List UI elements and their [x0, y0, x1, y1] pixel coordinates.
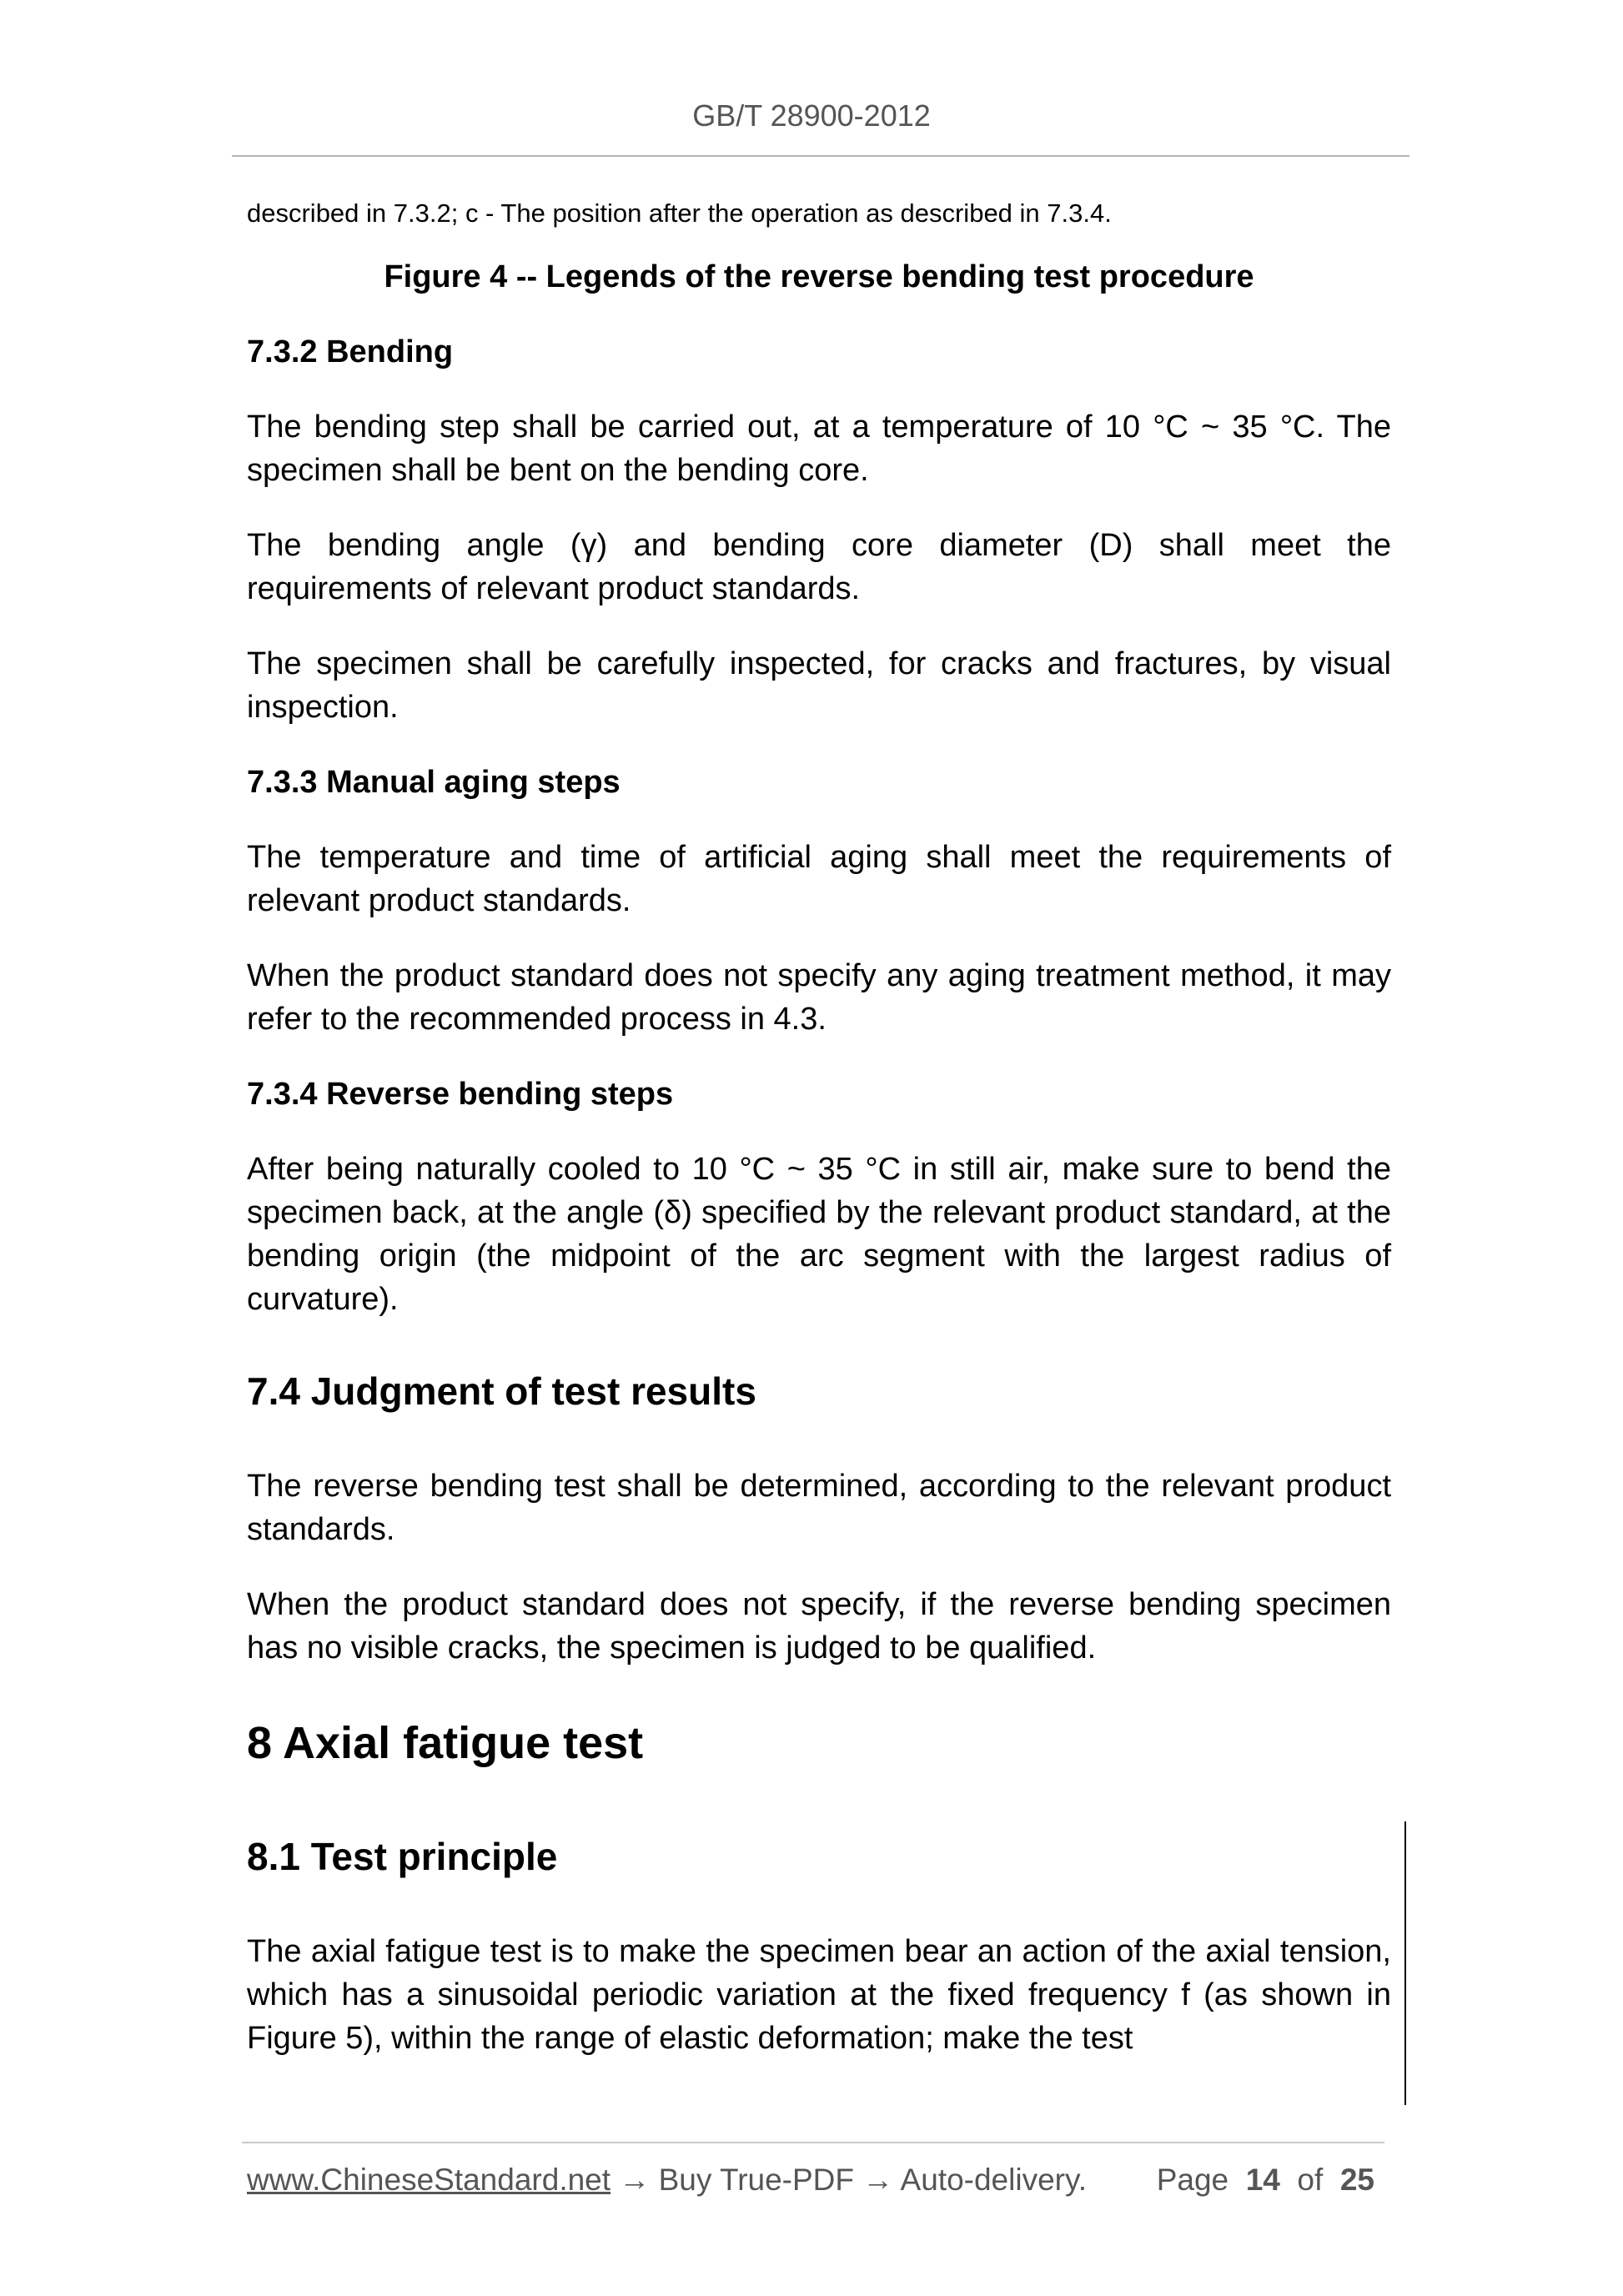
header-divider — [232, 155, 1409, 157]
paragraph: When the product standard does not specify, if the reverse bending specimen has no visible cracks, the specimen is judged to be qualified. — [247, 1587, 1391, 1665]
heading-7-3-2: 7.3.2 Bending — [247, 334, 454, 369]
heading-7-3-3: 7.3.3 Manual aging steps — [247, 765, 621, 800]
revision-bar — [1404, 1821, 1406, 2105]
heading-7-3-4: 7.3.4 Reverse bending steps — [247, 1077, 674, 1112]
footer-divider — [242, 2142, 1384, 2143]
paragraph: The bending angle (γ) and bending core diameter (D) shall meet the requirements of relevant product standards. — [247, 528, 1391, 606]
heading-7-4: 7.4 Judgment of test results — [247, 1369, 756, 1413]
current-page: 14 — [1245, 2163, 1280, 2197]
heading-8-1: 8.1 Test principle — [247, 1835, 558, 1878]
paragraph: After being naturally cooled to 10 °C ~ 35 °C in still air, make sure to bend the specimen back, at the angle (δ) specified by the relevant product standard, at the bending origin (the midpoint of the arc segment with the largest radius of curvature). — [247, 1152, 1391, 1317]
paragraph: The reverse bending test shall be determined, according to the relevant product standards. — [247, 1469, 1391, 1547]
page-number — [1157, 2163, 1374, 2198]
figure-caption: Figure 4 -- Legends of the reverse bending test procedure — [384, 259, 1254, 294]
delivery-text: Auto-delivery. — [900, 2163, 1088, 2197]
buy-text: Buy True-PDF — [658, 2163, 855, 2197]
paragraph: The temperature and time of artificial aging shall meet the requirements of relevant product standards. — [247, 840, 1391, 918]
heading-8: 8 Axial fatigue test — [247, 1718, 644, 1768]
website-link[interactable]: www.ChineseStandard.net — [247, 2163, 611, 2197]
arrow-icon: → — [611, 2163, 659, 2197]
standard-code-header: GB/T 28900-2012 — [692, 98, 931, 133]
of-label: of — [1297, 2163, 1324, 2197]
total-pages: 25 — [1339, 2163, 1374, 2197]
paragraph: The specimen shall be carefully inspected, for cracks and fractures, by visual inspection. — [247, 646, 1391, 725]
continued-caption-line: described in 7.3.2; c - The position after the operation as described in 7.3.4. — [247, 198, 1112, 228]
arrow-icon: → — [854, 2163, 901, 2197]
footer-promo — [247, 2163, 1087, 2198]
paragraph: When the product standard does not specify any aging treatment method, it may refer to the recommended process in 4.3. — [247, 958, 1391, 1037]
paragraph: The axial fatigue test is to make the specimen bear an action of the axial tension, which has a sinusoidal periodic variation at the fixed frequency f (as shown in Figure 5), within the range of elastic deformation; make the test — [247, 1934, 1391, 2056]
page-content — [247, 193, 1391, 2060]
page-label: Page — [1156, 2163, 1229, 2197]
paragraph: The bending step shall be carried out, at a temperature of 10 °C ~ 35 °C. The specimen shall be bent on the bending core. — [247, 409, 1391, 488]
